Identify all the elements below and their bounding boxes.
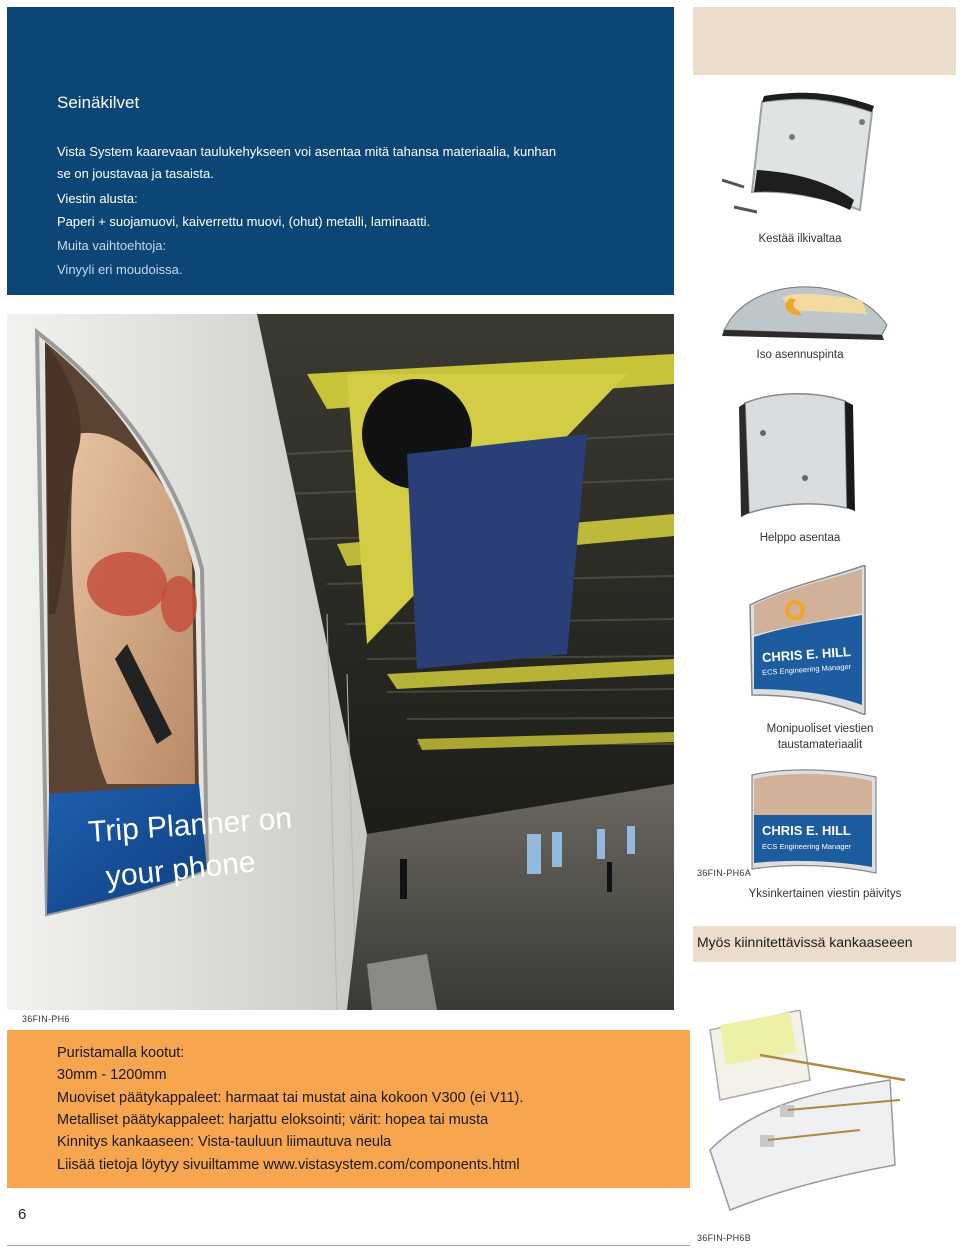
spec-line: Puristamalla kootut: xyxy=(57,1045,185,1061)
exploded-sign-image xyxy=(722,92,882,228)
intro-line: Viestin alusta: xyxy=(57,191,138,206)
spec-line: Metalliset päätykappaleet: harjattu eloksointi; värit: hopea tai musta xyxy=(57,1112,489,1128)
spec-line: Kinnitys kankaaseen: Vista-tauluun liimautuva neula xyxy=(57,1134,392,1150)
code-ph6a: 36FIN-PH6A xyxy=(697,868,752,878)
large-mount-sign-image xyxy=(722,270,892,340)
materials-sign-name: CHRIS E. HILL xyxy=(761,643,852,666)
code-ph6b: 36FIN-PH6B xyxy=(697,1233,752,1243)
page-number: 6 xyxy=(18,1206,27,1223)
fabric-pin-sign-image xyxy=(700,1010,920,1220)
fabric-note: Myös kiinnitettävissä kankaaseeen xyxy=(697,934,913,950)
caption-easy-install: Helppo asentaa xyxy=(759,532,841,544)
caption-mount-area: Iso asennuspinta xyxy=(756,349,844,361)
spec-line: Muoviset päätykappaleet: harmaat tai mustat aina kokoon V300 (ei V11). xyxy=(57,1090,524,1106)
platform-photo-illustration xyxy=(7,314,674,1010)
poster-line-2: your phone xyxy=(104,845,258,894)
intro-line: Vista System kaarevaan taulukehykseen voi asentaa mitä tahansa materiaalia, kunhan xyxy=(57,144,557,159)
caption-weather: Kestää ilkivaltaa xyxy=(758,233,842,245)
intro-line: se on joustavaa ja tasaista. xyxy=(57,166,214,181)
caption-update: Yksinkertainen viestin päivitys xyxy=(748,888,902,900)
ph6a-sign-image xyxy=(748,765,878,875)
caption-materials-1: Monipuoliset viestien xyxy=(766,723,874,735)
intro-line: Paperi + suojamuovi, kaiverrettu muovi, (ohut) metalli, laminaatti. xyxy=(57,214,431,229)
intro-line: Muita vaihtoehtoja: xyxy=(57,238,167,253)
spec-line: Liisää tietoja löytyy sivuiltamme www.vistasystem.com/components.html xyxy=(57,1157,520,1173)
easy-install-sign-image xyxy=(735,383,855,523)
platform-photo xyxy=(7,314,674,1010)
poster-line-1: Trip Planner on xyxy=(87,801,293,849)
caption-materials-2: taustamateriaalit xyxy=(777,739,863,751)
code-ph6: 36FIN-PH6 xyxy=(22,1014,70,1024)
ph6a-sign-role: ECS Engineering Manager xyxy=(762,842,852,851)
materials-sign-role: ECS Engineering Manager xyxy=(761,661,852,678)
ph6a-sign-name: CHRIS E. HILL xyxy=(762,823,851,838)
divider xyxy=(7,1245,690,1246)
decor-beige-block xyxy=(693,7,956,75)
intro-title: Seinäkilvet xyxy=(57,93,140,112)
materials-sign-image xyxy=(740,565,870,715)
spec-line: 30mm - 1200mm xyxy=(57,1067,167,1083)
intro-line: Vinyyli eri moudoissa. xyxy=(57,262,183,277)
